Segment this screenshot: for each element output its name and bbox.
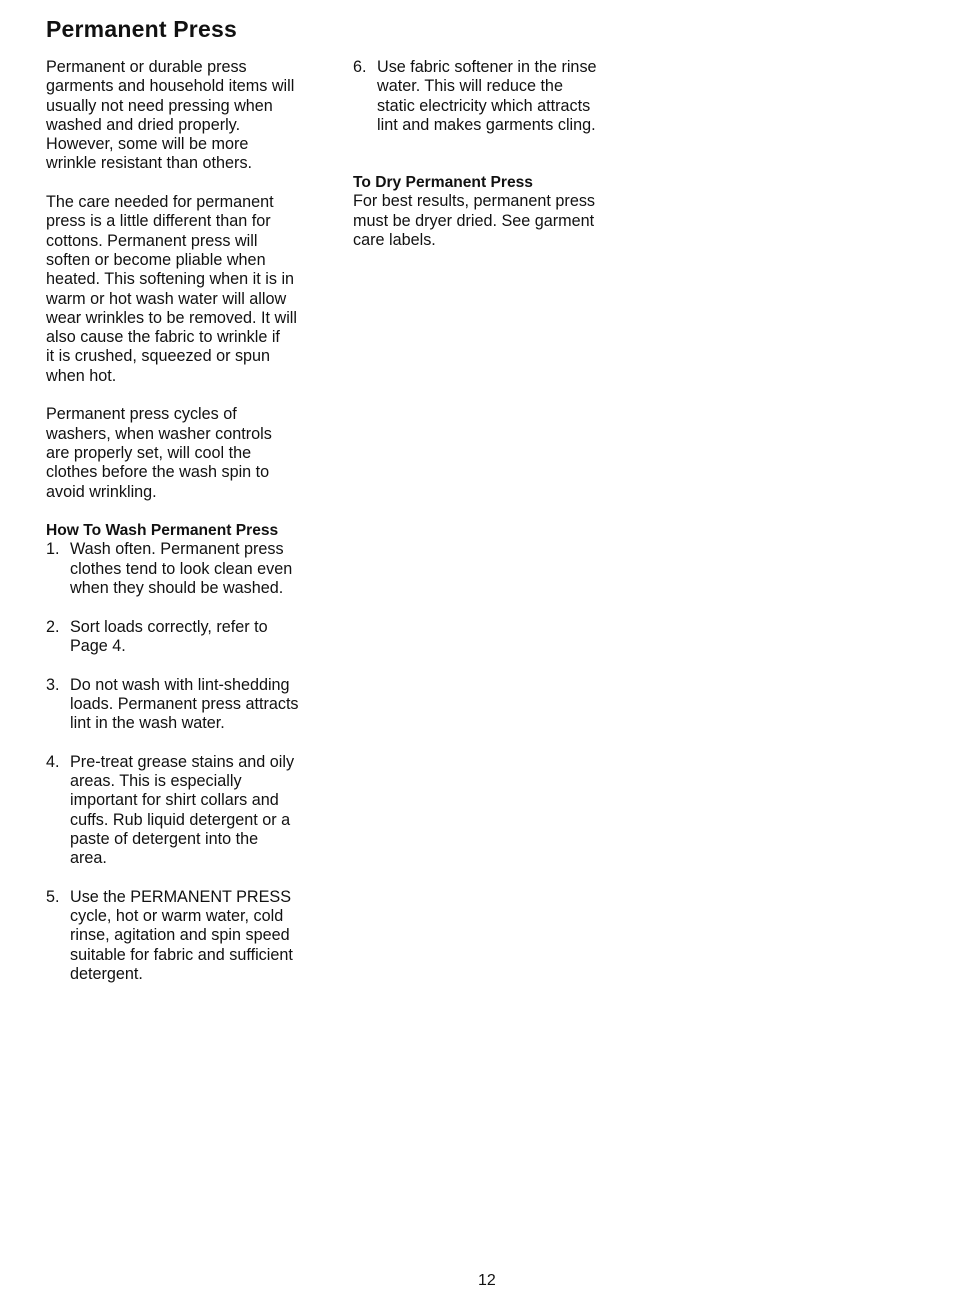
list-item-text: Sort loads correctly, refer to Page 4. bbox=[70, 617, 268, 655]
list-item-number: 2. bbox=[46, 617, 60, 636]
list-item bbox=[46, 888, 346, 984]
list-item bbox=[46, 753, 346, 869]
list-item-number: 4. bbox=[46, 752, 60, 771]
intro-paragraph: Permanent or durable press garments and household items will usually not need pressing when washed and dried properly. However, some will be more wrinkle resistant than others. bbox=[46, 58, 295, 173]
page-title: Permanent Press bbox=[46, 16, 237, 42]
list-item bbox=[353, 58, 653, 135]
list-item-number: 6. bbox=[353, 58, 367, 76]
list-item bbox=[46, 618, 346, 657]
right-column bbox=[353, 58, 653, 250]
cycles-paragraph: Permanent press cycles of washers, when washer controls are properly set, will cool the clothes before the wash spin to avoid wrinkling. bbox=[46, 405, 272, 501]
page-number: 12 bbox=[478, 1272, 496, 1289]
wash-steps-list-continued bbox=[353, 58, 653, 135]
list-item-text: Use fabric softener in the rinse water. This will reduce the static electricity which attracts lint and makes garments cling. bbox=[377, 58, 597, 134]
list-item-text: Use the PERMANENT PRESS cycle, hot or warm water, cold rinse, agitation and spin speed suitable for fabric and sufficient detergent. bbox=[70, 887, 293, 983]
left-column bbox=[46, 58, 346, 984]
list-item-number: 3. bbox=[46, 675, 60, 694]
list-item-text: Wash often. Permanent press clothes tend to look clean even when they should be washed. bbox=[70, 540, 293, 598]
wash-steps-list bbox=[46, 540, 346, 984]
care-paragraph: The care needed for permanent press is a little different than for cottons. Permanent press will soften or become pliable when heated. This softening when it is in warm or hot wash water will allow wear wrinkles to be removed. It will also cause the fabric to wrinkle if it is crushed, squeezed or spun when hot. bbox=[46, 193, 297, 385]
list-item bbox=[46, 676, 346, 734]
list-item-number: 5. bbox=[46, 887, 60, 906]
dry-paragraph: For best results, permanent press must be dryer dried. See garment care labels. bbox=[353, 192, 596, 250]
list-item-number: 1. bbox=[46, 540, 60, 559]
list-item bbox=[46, 540, 346, 598]
wash-heading: How To Wash Permanent Press bbox=[46, 522, 279, 540]
list-item-text: Do not wash with lint-shedding loads. Permanent press attracts lint in the wash water. bbox=[70, 675, 299, 733]
dry-heading: To Dry Permanent Press bbox=[353, 174, 533, 192]
list-item-text: Pre-treat grease stains and oily areas. This is especially important for shirt collars and cuffs. Rub liquid detergent or a paste of detergent into the area. bbox=[70, 752, 295, 868]
